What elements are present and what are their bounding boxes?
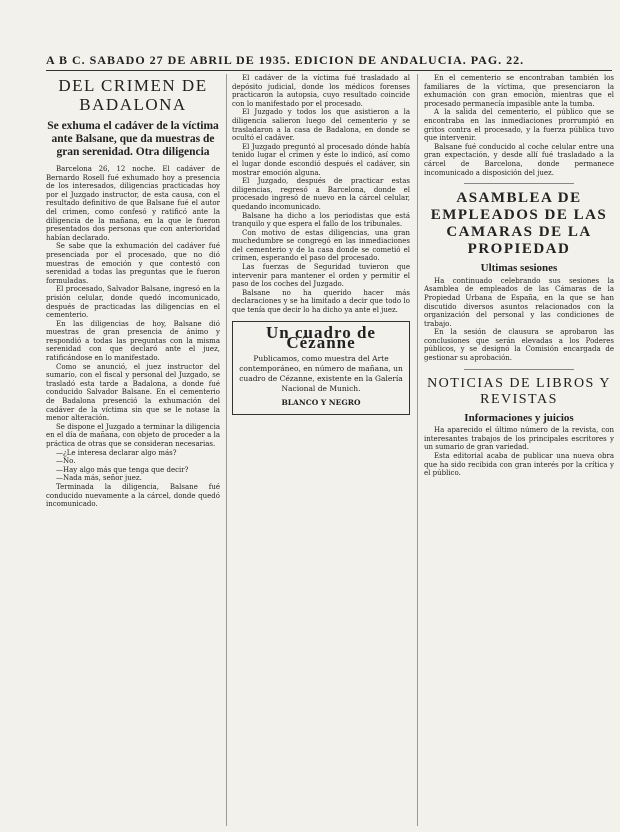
paragraph: A la salida del cementerio, el público que se encontraba en las inmediaciones prorrumpió en gritos contra el procesado, y la fuerza pública tuvo que intervenir.: [424, 108, 614, 143]
books-title: NOTICIAS DE LIBROS Y REVISTAS: [427, 375, 611, 407]
paragraph: Terminada la diligencia, Balsane fué conducido nuevamente a la cárcel, donde quedó incomunicado.: [46, 482, 220, 509]
paragraph: Con motivo de estas diligencias, una gran muchedumbre se congregó en las inmediaciones del cementerio y de la casa donde se cometió el crimen, esperando el paso del procesado.: [232, 228, 410, 263]
column-3: [424, 74, 614, 826]
assembly-subtitle: Ultimas sesiones: [480, 262, 558, 275]
paragraph: Las fuerzas de Seguridad tuvieron que intervenir para mantener el orden y permitir el paso de los coches del Juzgado.: [232, 263, 410, 289]
ad-body: Publicamos, como muestra del Arte contemporáneo, en número de mañana, un cuadro de Cézanne, existente en la Galería Nacional de Munich.: [239, 353, 403, 393]
paragraph: Ha continuado celebrando sus sesiones la Asamblea de empleados de las Cámaras de la Propiedad Urbana de España, en la que se han discutido diversos asuntos relacionados con la organización del personal y las condiciones de trabajo.: [424, 276, 614, 328]
header-rule: [46, 70, 612, 71]
paragraph: Balsane no ha querido hacer más declaraciones y se ha limitado a decir que todo lo que tenía que decir lo ha dicho ya ante el juez.: [232, 288, 410, 315]
paragraph: Se sabe que la exhumación del cadáver fué presenciada por el procesado, que no dió muestras de emoción y que contestó con serenidad a todas las preguntas que le fueron formuladas.: [46, 242, 220, 285]
paragraph: En las diligencias de hoy, Balsane dió muestras de gran presencia de ánimo y respondió a todas las preguntas con la misma serenidad con que declaró ante el juez, ratificándose en lo manifestado.: [46, 319, 220, 363]
paragraph: El Juzgado preguntó al procesado dónde había tenido lugar el crimen y éste lo indicó, así como el lugar donde escondió después el cadáver, sin mostrar emoción alguna.: [232, 142, 410, 177]
ad-publication: BLANCO Y NEGRO: [281, 397, 361, 407]
paragraph: Balsane fué conducido al coche celular entre una gran expectación, y desde allí fué trasladado a la cárcel de Barcelona, donde permanece incomunicado a disposición del juez.: [424, 142, 614, 177]
paragraph: Balsane ha dicho a los periodistas que está tranquilo y que espera el fallo de los tribunales.: [232, 211, 410, 229]
article-subtitle: Se exhuma el cadáver de la víctima ante Balsane, que da muestras de gran serenidad. Otra diligencia: [47, 120, 219, 158]
paragraph: Ha aparecido el último número de la revista, con interesantes trabajos de los principales escritores y un sumario de gran variedad.: [424, 426, 614, 452]
page-header: A B C. SABADO 27 DE ABRIL DE 1935. EDICION DE ANDALUCIA. PAG. 22.: [46, 53, 525, 67]
paragraph: En el cementerio se encontraban también los familiares de la víctima, que presenciaron la exhumación con gran emoción, mientras que el procesado permanecía impasible ante la tumba.: [424, 74, 614, 108]
article-title: [46, 76, 220, 114]
paragraph: Esta editorial acaba de publicar una nueva obra que ha sido recibida con gran interés por la crítica y el público.: [424, 452, 614, 478]
dialog-line: —Hay algo más que tenga que decir?: [56, 465, 189, 474]
dialog-line: —Nada más, señor juez.: [56, 474, 142, 483]
section-separator: [464, 369, 574, 370]
dialog-line: —¿Le interesa declarar algo más?: [56, 448, 177, 457]
paragraph: El Juzgado, después de practicar estas diligencias, regresó a Barcelona, donde el procesado ingresó de nuevo en la cárcel celular, quedando incomunicado.: [232, 177, 410, 211]
paragraph: El procesado, Salvador Balsane, ingresó en la prisión celular, donde quedó incomunicado, después de practicadas las diligencias en el cementerio.: [46, 285, 220, 320]
assembly-title: ASAMBLEA DE EMPLEADOS DE LAS CAMARAS DE LA PROPIEDAD: [430, 190, 608, 258]
dialog-line: —No.: [56, 457, 76, 466]
ad-title: Un cuadro de Cézanne: [266, 322, 376, 352]
paragraph: El cadáver de la víctima fué trasladado al depósito judicial, donde los médicos forenses practicaron la autopsia, cuyo resultado coincide con lo manifestado por el procesado.: [232, 74, 410, 108]
column-divider: [226, 74, 227, 826]
advertisement-box: [232, 321, 410, 415]
paragraph: En la sesión de clausura se aprobaron las conclusiones que serán elevadas a los Poderes públicos, y se designó la Comisión encargada de gestionar su aprobación.: [424, 328, 614, 363]
paragraph: El Juzgado y todos los que asistieron a la diligencia salieron luego del cementerio y se trasladaron a la casa de Badalona, en donde se ocultó el cadáver.: [232, 108, 410, 143]
title-line-2: BADALONA: [79, 95, 187, 114]
column-divider: [417, 74, 418, 826]
column-2: [232, 74, 410, 826]
column-1: [46, 74, 220, 826]
books-subtitle: Informaciones y juicios: [464, 411, 574, 424]
paragraph: Como se anunció, el juez instructor del sumario, con el fiscal y personal del Juzgado, se trasladó esta tarde a Badalona, a donde fué conducido Salvador Balsane. En el cementerio de Badalona presenció la exhumación del cadáver de la víctima sin que se le notase la menor alteración.: [46, 362, 220, 423]
paragraph: Barcelona 26, 12 noche. El cadáver de Bernardo Rosell fué exhumado hoy a presencia de los interesados, diligencias practicadas hoy por el Juzgado instructor, de esta causa, con el resultado definitivo de que Balsane fué el autor del crimen, como confesó y ratificó ante la diligencia de la mañana, en la que le fueron presentados dos personas que con anterioridad habían declarado.: [46, 165, 220, 242]
title-line-1: DEL CRIMEN DE: [58, 76, 208, 95]
section-separator: [464, 183, 574, 184]
paragraph: Se dispone el Juzgado a terminar la diligencia en el día de mañana, con objeto de proceder a la práctica de otras que se consideran necesarias.: [46, 422, 220, 448]
